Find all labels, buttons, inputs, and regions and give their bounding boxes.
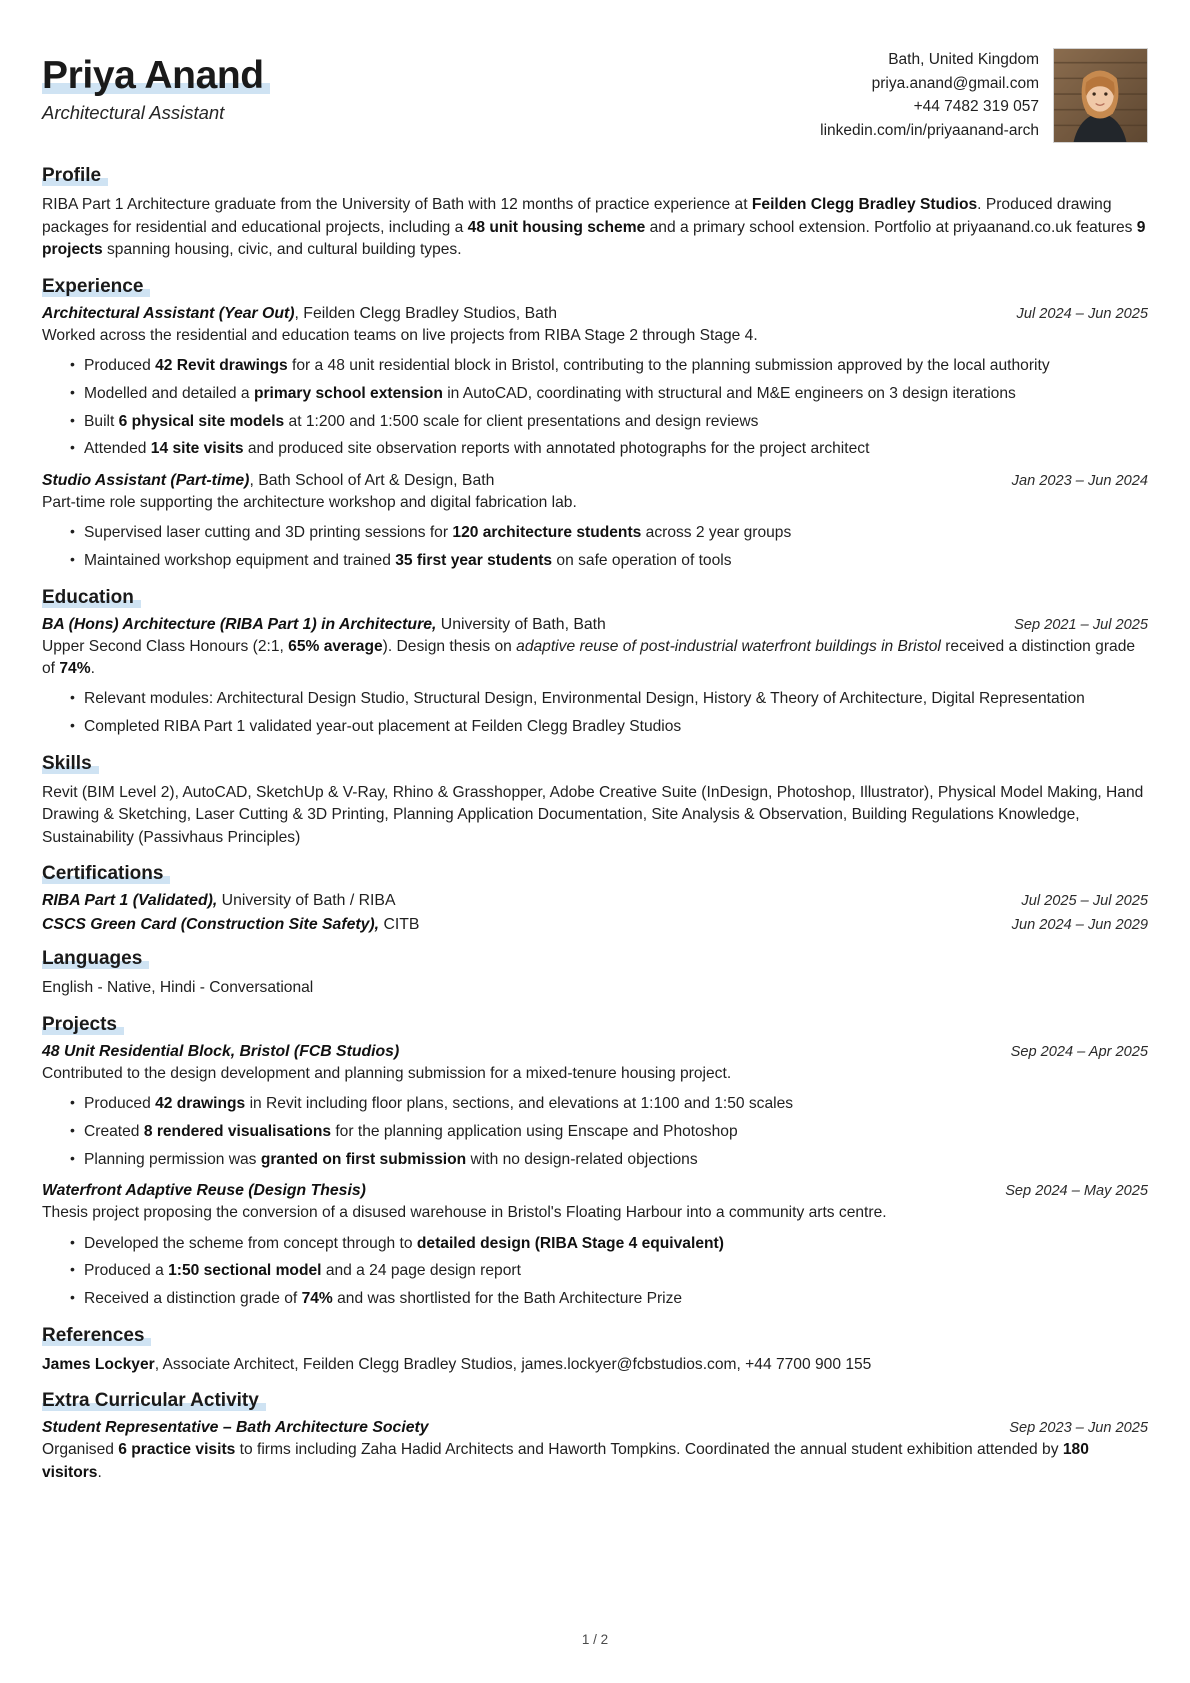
entry-description: Part-time role supporting the architecture workshop and digital fabrication lab. <box>42 494 577 512</box>
entry-description: Organised 6 practice visits to firms including Zaha Hadid Architects and Haworth Tompkins. Coordinated the annual student exhibition attended by 180 visitors. <box>42 1441 1089 1481</box>
list-item: • Received a distinction grade of 74% and was shortlisted for the Bath Architecture Prize <box>70 1288 1148 1311</box>
entry-date: Sep 2024 – May 2025 <box>1005 1183 1148 1200</box>
entry <box>42 305 1148 461</box>
section-skills <box>42 753 1148 850</box>
entry-header-row <box>42 616 1148 634</box>
contact-email[interactable]: priya.anand@gmail.com <box>871 74 1039 92</box>
languages-text: English - Native, Hindi - Conversational <box>42 979 314 997</box>
contact-block <box>820 48 1039 142</box>
list-item: • Modelled and detailed a primary school extension in AutoCAD, coordinating with structural and M&E engineers on 3 design iterations <box>70 383 1148 406</box>
list-item: • Produced a 1:50 sectional model and a 24 page design report <box>70 1260 1148 1283</box>
section-references <box>42 1325 1148 1377</box>
entry-header-row <box>42 472 1148 490</box>
list-item: • Built 6 physical site models at 1:200 and 1:500 scale for client presentations and design reviews <box>70 411 1148 434</box>
experience-entries <box>42 305 1148 573</box>
contact-phone[interactable]: +44 7482 319 057 <box>913 98 1039 116</box>
project-entries <box>42 1043 1148 1311</box>
entry-title: 48 Unit Residential Block, Bristol (FCB Studios) <box>42 1042 400 1060</box>
section-heading-profile: Profile <box>42 165 102 186</box>
entry-date: Jul 2024 – Jun 2025 <box>1016 305 1148 322</box>
entry-title: RIBA Part 1 (Validated), University of Bath / RIBA <box>42 892 396 910</box>
entry-title: Student Representative – Bath Architecture Society <box>42 1419 429 1437</box>
entry-title: CSCS Green Card (Construction Site Safety), CITB <box>42 916 420 934</box>
entry-header-row <box>42 305 1148 323</box>
entry-header-row <box>42 1182 1148 1200</box>
extra-curricular-entries <box>42 1419 1148 1483</box>
entry <box>42 1182 1148 1310</box>
section-projects <box>42 1014 1148 1311</box>
list-item: • Created 8 rendered visualisations for the planning application using Enscape and Photoshop <box>70 1121 1148 1144</box>
header-right <box>820 44 1148 143</box>
section-heading-education: Education <box>42 586 134 608</box>
entry <box>42 472 1148 573</box>
list-item: • Completed RIBA Part 1 validated year-out placement at Feilden Clegg Bradley Studios <box>70 716 1148 739</box>
skills-text: Revit (BIM Level 2), AutoCAD, SketchUp & V-Ray, Rhino & Grasshopper, Adobe Creative Suite (InDesign, Photoshop, Illustrator), Physical Model Making, Hand Drawing & Sketching, Laser Cutting & 3D Printing, Planning Application Documentation, Site Analysis & Observation, Building Regulations Knowledge, Sustainability (Passivhaus Principles) <box>42 783 1144 846</box>
section-heading-experience: Experience <box>42 275 144 297</box>
entry <box>42 1419 1148 1483</box>
profile-text: RIBA Part 1 Architecture graduate from the University of Bath with 12 months of practice experience at Feilden Clegg Bradley Studios. Produced drawing packages for residential and educational projects, including a 48 unit housing scheme and a primary school extension. Portfolio at priyaanand.co.uk features 9 projects spanning housing, civic, and cultural building types. <box>42 196 1146 259</box>
list-item: • Relevant modules: Architectural Design Studio, Structural Design, Environmental Design, History & Theory of Architecture, Digital Representation <box>70 688 1148 711</box>
education-entries <box>42 616 1148 739</box>
section-heading-languages: Languages <box>42 948 143 970</box>
entry <box>42 1043 1148 1171</box>
list-item: • Supervised laser cutting and 3D printing sessions for 120 architecture students across 2 year groups <box>70 522 1148 545</box>
entry-title: Architectural Assistant (Year Out), Feilden Clegg Bradley Studios, Bath <box>42 304 558 322</box>
entry-bullet-list <box>42 1233 1148 1311</box>
entry-description: Thesis project proposing the conversion of a disused warehouse in Bristol's Floating Harbour into a community arts centre. <box>42 1204 887 1222</box>
identity-block <box>42 44 264 124</box>
section-extra-curricular <box>42 1390 1148 1483</box>
section-profile <box>42 165 1148 262</box>
entry-date: Sep 2023 – Jun 2025 <box>1009 1420 1148 1437</box>
entry-header-row <box>42 916 1148 934</box>
list-item: • Developed the scheme from concept through to detailed design (RIBA Stage 4 equivalent) <box>70 1233 1148 1256</box>
entry-header-row <box>42 1043 1148 1061</box>
list-item: • Planning permission was granted on first submission with no design-related objections <box>70 1149 1148 1172</box>
page-title: Priya Anand <box>42 54 264 97</box>
entry-date: Sep 2021 – Jul 2025 <box>1014 616 1148 633</box>
section-experience <box>42 276 1148 573</box>
entry-description: Upper Second Class Honours (2:1, 65% average). Design thesis on adaptive reuse of post-industrial waterfront buildings in Bristol received a distinction grade of 74%. <box>42 637 1136 677</box>
entry-title: Studio Assistant (Part-time), Bath School of Art & Design, Bath <box>42 472 495 490</box>
list-item: • Attended 14 site visits and produced site observation reports with annotated photographs for the project architect <box>70 438 1148 461</box>
entry <box>42 892 1148 910</box>
job-title: Architectural Assistant <box>42 101 225 123</box>
section-heading-certifications: Certifications <box>42 863 164 885</box>
section-education <box>42 587 1148 739</box>
entry-bullet-list <box>42 355 1148 461</box>
entry-title: Waterfront Adaptive Reuse (Design Thesis) <box>42 1182 366 1200</box>
section-heading-extra-curricular: Extra Curricular Activity <box>42 1390 259 1412</box>
section-heading-references: References <box>42 1324 145 1346</box>
entry-bullet-list <box>42 1093 1148 1171</box>
list-item: • Produced 42 drawings in Revit including floor plans, sections, and elevations at 1:100 and 1:50 scales <box>70 1093 1148 1116</box>
entry-date: Jul 2025 – Jul 2025 <box>1021 893 1148 910</box>
references-text: James Lockyer, Associate Architect, Feilden Clegg Bradley Studios, james.lockyer@fcbstudios.com, +44 7700 900 155 <box>42 1355 872 1373</box>
entry-date: Sep 2024 – Apr 2025 <box>1010 1043 1148 1060</box>
section-heading-skills: Skills <box>42 752 92 774</box>
page-number: 1 / 2 <box>581 1632 609 1647</box>
certification-entries <box>42 892 1148 934</box>
entry <box>42 616 1148 739</box>
section-heading-projects: Projects <box>42 1013 117 1035</box>
entry-bullet-list <box>42 522 1148 573</box>
entry-header-row <box>42 892 1148 910</box>
entry-description: Worked across the residential and education teams on live projects from RIBA Stage 2 through Stage 4. <box>42 326 758 344</box>
contact-linkedin[interactable]: linkedin.com/in/priyaanand-arch <box>820 121 1039 139</box>
entry-date: Jun 2024 – Jun 2029 <box>1011 917 1148 934</box>
entry-bullet-list <box>42 688 1148 739</box>
section-languages <box>42 948 1148 1000</box>
entry-header-row <box>42 1419 1148 1437</box>
entry-description: Contributed to the design development and planning submission for a mixed-tenure housing project. <box>42 1064 732 1082</box>
entry-date: Jan 2023 – Jun 2024 <box>1011 473 1148 490</box>
resume-header <box>42 44 1148 151</box>
list-item: • Produced 42 Revit drawings for a 48 unit residential block in Bristol, contributing to the planning submission approved by the local authority <box>70 355 1148 378</box>
section-certifications <box>42 863 1148 934</box>
list-item: • Maintained workshop equipment and trained 35 first year students on safe operation of tools <box>70 550 1148 573</box>
entry-title: BA (Hons) Architecture (RIBA Part 1) in Architecture, University of Bath, Bath <box>42 615 606 633</box>
entry <box>42 916 1148 934</box>
avatar <box>1053 48 1148 143</box>
contact-location: Bath, United Kingdom <box>888 51 1039 68</box>
